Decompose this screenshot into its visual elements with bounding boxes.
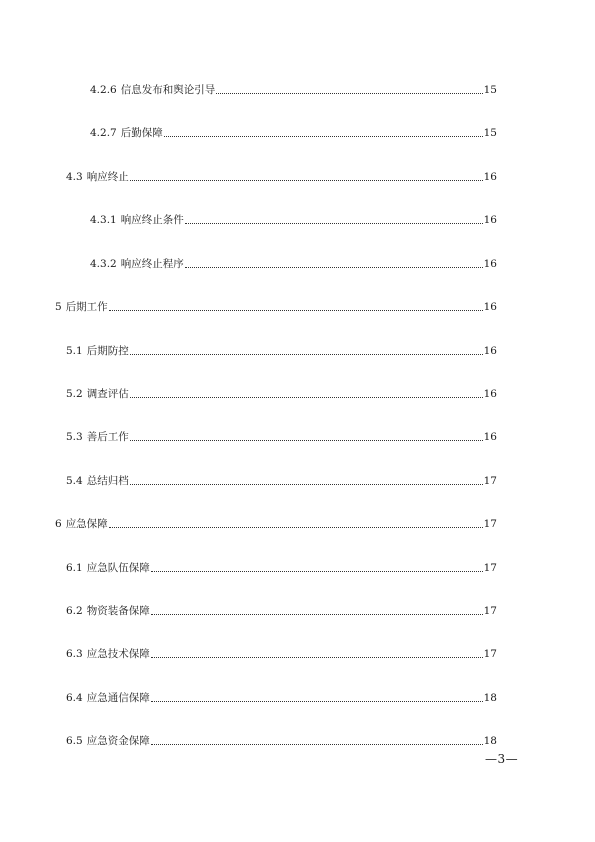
dot-leader <box>164 136 483 137</box>
toc-entry-title: 信息发布和舆论引导 <box>120 84 216 96</box>
toc-entry-4-3[interactable] <box>66 170 497 184</box>
toc-entry-page: 17 <box>483 605 497 617</box>
toc-entry-page: 16 <box>483 301 497 313</box>
toc-entry-page: 18 <box>483 735 497 747</box>
toc-entry-title: 后期工作 <box>65 301 108 313</box>
toc-entry-6-3[interactable] <box>66 647 497 661</box>
toc-entry-title: 应急通信保障 <box>86 692 150 704</box>
toc-entry-page: 17 <box>483 648 497 660</box>
dot-leader <box>151 657 483 658</box>
toc-entry-title: 总结归档 <box>86 475 129 487</box>
dot-leader <box>109 310 483 311</box>
toc-entry-page: 17 <box>483 475 497 487</box>
toc-entry-title: 响应终止 <box>86 171 129 183</box>
toc-entry-number: 6 <box>55 518 62 530</box>
toc-entry-5-4[interactable] <box>66 474 497 488</box>
toc-entry-number: 5.4 <box>66 475 83 487</box>
toc-entry-number: 6.4 <box>66 692 83 704</box>
toc-entry-4-3-1[interactable] <box>90 213 497 227</box>
toc-entry-title: 应急队伍保障 <box>86 562 150 574</box>
toc-entry-number: 6.5 <box>66 735 83 747</box>
toc-entry-page: 15 <box>483 127 497 139</box>
toc-entry-number: 5.3 <box>66 431 83 443</box>
toc-entry-4-3-2[interactable] <box>90 257 497 271</box>
toc-entry-5[interactable] <box>55 300 497 314</box>
toc-entry-6-1[interactable] <box>66 561 497 575</box>
dot-leader <box>130 397 483 398</box>
toc-entry-page: 16 <box>483 388 497 400</box>
toc-entry-number: 4.3 <box>66 171 83 183</box>
toc-entry-number: 5 <box>55 301 62 313</box>
toc-entry-number: 6.3 <box>66 648 83 660</box>
toc-entry-number: 5.1 <box>66 345 83 357</box>
toc-entry-page: 16 <box>483 171 497 183</box>
toc-entry-4-2-7[interactable] <box>90 126 497 140</box>
toc-entry-page: 16 <box>483 214 497 226</box>
toc-entry-title: 响应终止条件 <box>120 214 184 226</box>
toc-entry-page: 15 <box>483 84 497 96</box>
toc-entry-number: 6.2 <box>66 605 83 617</box>
dot-leader <box>216 93 482 94</box>
dot-leader <box>151 701 483 702</box>
dot-leader <box>151 571 483 572</box>
toc-entry-title: 后期防控 <box>86 345 129 357</box>
dot-leader <box>185 267 483 268</box>
dot-leader <box>151 744 483 745</box>
toc-entry-5-3[interactable] <box>66 430 497 444</box>
dot-leader <box>109 527 483 528</box>
toc-entry-page: 16 <box>483 258 497 270</box>
toc-entry-title: 调查评估 <box>86 388 129 400</box>
toc-entry-page: 16 <box>483 345 497 357</box>
toc-entry-title: 善后工作 <box>86 431 129 443</box>
toc-entry-title: 应急技术保障 <box>86 648 150 660</box>
toc-entry-title: 后勤保障 <box>120 127 163 139</box>
dot-leader <box>151 614 483 615</box>
toc-entry-title: 物资装备保障 <box>86 605 150 617</box>
toc-entry-number: 4.2.6 <box>90 84 117 96</box>
dot-leader <box>130 180 483 181</box>
toc-entry-title: 应急保障 <box>65 518 108 530</box>
toc-entry-4-2-6[interactable] <box>90 83 497 97</box>
toc-entry-6-2[interactable] <box>66 604 497 618</box>
page-number: —3— <box>485 752 519 766</box>
toc-entry-6-4[interactable] <box>66 691 497 705</box>
toc-entry-page: 17 <box>483 518 497 530</box>
toc-entry-5-1[interactable] <box>66 344 497 358</box>
dot-leader <box>130 354 483 355</box>
toc-entry-page: 17 <box>483 562 497 574</box>
toc-entry-title: 应急资金保障 <box>86 735 150 747</box>
toc-entry-number: 6.1 <box>66 562 83 574</box>
dot-leader <box>185 223 483 224</box>
toc-entry-6[interactable] <box>55 517 497 531</box>
dot-leader <box>130 484 483 485</box>
toc-entry-page: 16 <box>483 431 497 443</box>
toc-entry-number: 4.3.1 <box>90 214 117 226</box>
toc-entry-number: 4.3.2 <box>90 258 117 270</box>
toc-entry-number: 5.2 <box>66 388 83 400</box>
dot-leader <box>130 440 483 441</box>
toc-entry-6-5[interactable] <box>66 734 497 748</box>
toc-entry-page: 18 <box>483 692 497 704</box>
toc-entry-5-2[interactable] <box>66 387 497 401</box>
toc-entry-title: 响应终止程序 <box>120 258 184 270</box>
toc-entry-number: 4.2.7 <box>90 127 117 139</box>
